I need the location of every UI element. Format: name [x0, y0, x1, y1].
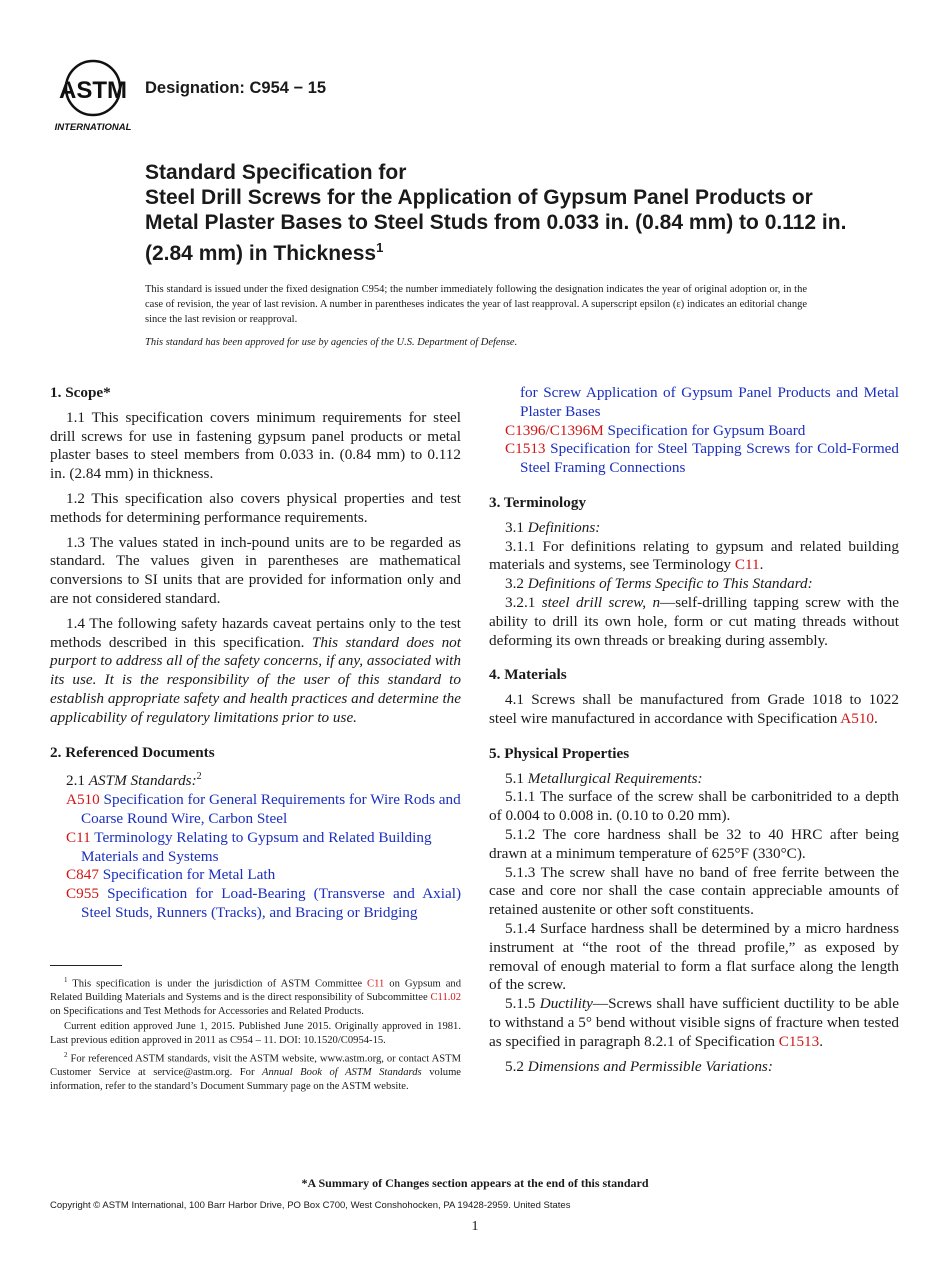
scope-heading: 1. Scope* — [50, 384, 111, 401]
footnote-1-edition: Current edition approved June 1, 2015. Published June 2015. Originally approved in 1981. Last previous edition approved in 2011 as C954 – 11. DOI: 10.1520/C0954-15. — [50, 1020, 461, 1046]
ref-title[interactable]: Specification for Gypsum Board — [607, 421, 806, 439]
left-column — [50, 384, 461, 923]
footnote-1 — [50, 974, 461, 1019]
materials-4-1-text: 4.1 Screws shall be manufactured from Grade 1018 to 1022 steel wire manufactured in accordance with Specification — [489, 691, 899, 727]
footnote-2-mark: 2 — [64, 1050, 68, 1059]
phys-5-1-2: 5.1.2 The core hardness shall be 32 to 40 HRC after being drawn at a minimum temperature of 625°F (330°C). — [489, 825, 899, 862]
term-3-1-num: 3.1 — [505, 518, 524, 536]
phys-5-1 — [489, 770, 899, 789]
footnotes — [50, 974, 461, 1094]
astm-standards-label: ASTM Standards: — [88, 772, 197, 790]
ref-c1396[interactable] — [489, 422, 899, 441]
right-column — [489, 384, 899, 1076]
issuance-notice: This standard is issued under the fixed designation C954; the number immediately following the designation indicates the year of original adoption or, in the case of revision, the year of last revision. A number in parentheses indicates the year of last reapproval. A superscript epsilon (ε) indicates an editorial change since the last revision or reapproval. — [145, 284, 807, 325]
term-3-1-1-text: 3.1.1 For definitions relating to gypsum and related building materials and systems, see Terminology — [489, 537, 899, 574]
ref-title[interactable]: Specification for General Requirements for Wire Rods and Coarse Round Wire, Carbon Steel — [81, 791, 461, 827]
term-3-2-label: Definitions of Terms Specific to This Standard: — [527, 575, 813, 593]
physical-heading: 5. Physical Properties — [489, 744, 630, 762]
ref-c955-continued[interactable]: for Screw Application of Gypsum Panel Products and Metal Plaster Bases — [520, 384, 899, 420]
ref-c847[interactable] — [50, 866, 461, 885]
dod-notice: This standard has been approved for use by agencies of the U.S. Department of Defense. — [145, 337, 518, 348]
designation: Designation: C954 − 15 — [145, 79, 327, 97]
title-main: Steel Drill Screws for the Application of Gypsum Panel Products or Metal Plaster Bases to Steel Studs from 0.033 in. (0.84 mm) to 0.112 in. (2.84 mm) in Thickness — [145, 186, 847, 265]
ref-a510[interactable] — [50, 791, 461, 829]
phys-5-1-5-text: —Screws shall have sufficient ductility to be able to withstand a 5° bend without visible signs of fracture when tested as specified in paragraph 8.2.1 of Specification — [489, 995, 899, 1050]
ref-title[interactable]: Specification for Metal Lath — [102, 866, 276, 884]
phys-5-1-5: 5.1.5 Ductility—Screws shall have sufficient ductility to be able to withstand a 5° bend without visible signs of fracture when tested as specified in paragraph 8.2.1 of Specification C1513. — [489, 995, 899, 1050]
scope-1-4-caveat: This standard does not purport to address all of the safety concerns, if any, associated with its use. It is the responsibility of the user of this standard to establish appropriate safety and health practices and determine the applicability of regulatory limitations prior to use. — [50, 633, 461, 726]
term-3-1 — [489, 519, 899, 538]
document-title — [145, 160, 865, 266]
term-3-1-1: 3.1.1 For definitions relating to gypsum and related building materials and systems, see Terminology C11. — [489, 537, 899, 574]
footnote-1-text-a: This specification is under the jurisdiction of ASTM Committee — [72, 978, 363, 990]
footnote-1-text-c: on Specifications and Test Methods for Accessories and Related Products. — [50, 1006, 364, 1018]
term-3-1-1-ref[interactable]: C11 — [734, 556, 760, 574]
copyright-line: Copyright © ASTM International, 100 Barr Harbor Drive, PO Box C700, West Conshohocken, PA 19428-2959. United States — [50, 1200, 571, 1211]
phys-5-2-label: Dimensions and Permissible Variations: — [527, 1057, 773, 1075]
summary-of-changes-note: *A Summary of Changes section appears at the end of this standard — [301, 1176, 649, 1190]
phys-5-1-5-num: 5.1.5 — [505, 995, 536, 1013]
ref-code[interactable]: C1513 — [505, 440, 546, 458]
ref-title[interactable]: Specification for Steel Tapping Screws for Cold-Formed Steel Framing Connections — [520, 440, 899, 477]
footnote-1-mark: 1 — [64, 976, 68, 984]
astm-standards-num: 2.1 — [66, 772, 85, 790]
astm-logo — [52, 58, 134, 132]
phys-5-1-5-term: Ductility — [539, 995, 593, 1013]
footnote-2 — [50, 1049, 461, 1094]
term-3-1-label: Definitions: — [527, 518, 601, 536]
scope-1-2: 1.2 This specification also covers physical properties and test methods for determining performance requirements. — [50, 489, 461, 526]
footnote-1-text-b: on Gypsum and Related Building Materials and Systems and is the direct responsibility of Subcommittee — [50, 978, 461, 1004]
title-line-1: Standard Specification for — [145, 161, 407, 184]
astm-standards-footnote-mark: 2 — [196, 771, 202, 783]
ref-code[interactable]: A510 — [66, 791, 100, 809]
phys-5-1-3: 5.1.3 The screw shall have no band of free ferrite between the case and core nor shall the case contain appreciable amounts of retained austenite or other soft constituents. — [489, 863, 899, 919]
footnote-2-text-b: volume information, refer to the standard’s Document Summary page on the ASTM website. — [50, 1066, 462, 1092]
page-number: 1 — [471, 1219, 479, 1234]
materials-4-1: 4.1 Screws shall be manufactured from Grade 1018 to 1022 steel wire manufactured in accordance with Specification A510. — [489, 691, 899, 727]
ref-code[interactable]: C1396/C1396M — [505, 421, 604, 439]
footnote-1-ref-c1102[interactable]: C11.02 — [430, 992, 461, 1004]
referenced-heading: 2. Referenced Documents — [50, 743, 215, 761]
footnote-1-ref-c11[interactable]: C11 — [367, 978, 385, 990]
ref-c955[interactable] — [50, 885, 461, 923]
term-3-2-1 — [489, 594, 899, 650]
ref-code[interactable]: C11 — [66, 828, 91, 846]
ref-title[interactable]: Terminology Relating to Gypsum and Related Building Materials and Systems — [81, 828, 432, 865]
title-line-2 — [145, 185, 865, 266]
term-3-2-num: 3.2 — [505, 575, 524, 593]
footnote-divider — [50, 965, 122, 966]
ref-c1513[interactable] — [489, 440, 899, 478]
logo-sub-text: INTERNATIONAL — [54, 122, 132, 132]
phys-5-1-4: 5.1.4 Surface hardness shall be determined by a micro hardness instrument at “the root of the thread profile,” as exposed by removal of enough material to form a flat surface along the length of the screw. — [489, 919, 899, 994]
scope-1-3: 1.3 The values stated in inch-pound units are to be regarded as standard. The values given in parentheses are mathematical conversions to SI units that are provided for information only and are not considered standard. — [50, 533, 461, 607]
phys-5-1-label: Metallurgical Requirements: — [527, 769, 703, 787]
ref-code[interactable]: C847 — [66, 866, 99, 884]
footnote-2-text-a: For referenced ASTM standards, visit the ASTM website, www.astm.org, or contact ASTM Customer Service at service@astm.org. For — [50, 1053, 462, 1078]
term-3-2-1-num: 3.2.1 — [505, 593, 536, 611]
scope-1-4 — [50, 615, 461, 728]
ref-c11[interactable] — [50, 829, 461, 867]
term-3-2-1-def: —self-drilling tapping screw with the ability to drill its own hole, form or cut mating threads without deforming its own threads or breaking during assembly. — [489, 593, 899, 649]
materials-4-1-ref[interactable]: A510 — [840, 709, 875, 727]
scope-1-4-text: 1.4 The following safety hazards caveat pertains only to the test methods described in this specification. — [50, 614, 461, 651]
phys-5-2-num: 5.2 — [505, 1057, 524, 1075]
phys-5-1-num: 5.1 — [505, 769, 524, 787]
phys-5-1-1: 5.1.1 The surface of the screw shall be carbonitrided to a depth of 0.004 to 0.008 in. (0.10 to 0.20 mm). — [489, 788, 899, 825]
ref-title[interactable]: Specification for Load-Bearing (Transverse and Axial) Steel Studs, Runners (Tracks), and Bracing or Bridging — [81, 885, 462, 921]
materials-heading: 4. Materials — [489, 666, 567, 684]
term-3-2-1-term: steel drill screw, n — [541, 593, 661, 611]
terminology-heading: 3. Terminology — [489, 493, 587, 511]
phys-5-2 — [489, 1058, 899, 1077]
ref-code[interactable]: C955 — [66, 885, 99, 903]
footnote-2-book-title: Annual Book of ASTM Standards — [262, 1066, 422, 1078]
scope-1-1: 1.1 This specification covers minimum requirements for steel drill screws for use in fastening gypsum panel products or metal plaster bases to steel members from 0.033 in. (0.84 mm) to 0.112 in. (2.84 mm) in thickness. — [50, 408, 461, 483]
title-footnote-mark: 1 — [376, 240, 384, 255]
astm-standards-sub — [50, 768, 461, 791]
term-3-2 — [489, 575, 899, 594]
logo-mark-text: ASTM — [59, 77, 127, 104]
phys-5-1-5-ref[interactable]: C1513 — [778, 1032, 820, 1050]
